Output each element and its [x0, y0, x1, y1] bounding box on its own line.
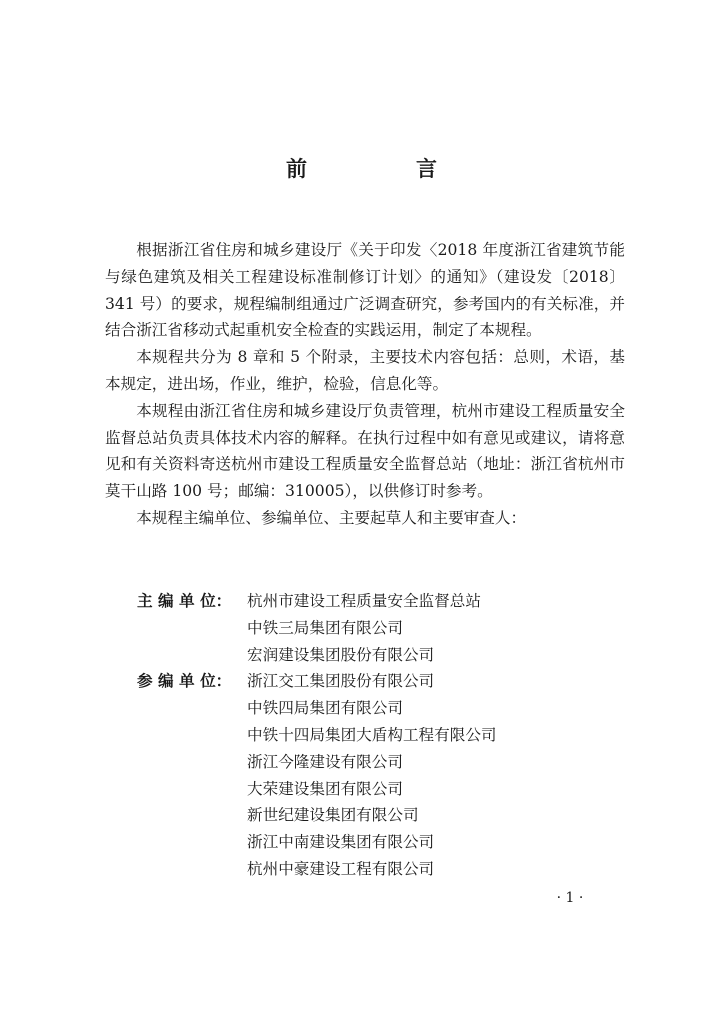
unit-row — [137, 829, 617, 856]
unit-row — [137, 749, 617, 776]
units-list — [137, 588, 617, 883]
paragraph-basis: 根据浙江省住房和城乡建设厅《关于印发〈2018 年度浙江省建筑节能与绿色建筑及相关工程建设标准制修订计划〉的通知》（建设发〔2018〕341 号）的要求，规程编制组通过广泛调查研究，参考国内的有关标准，并结合浙江省移动式起重机安全检查的实践运用，制定了本规程。 — [105, 241, 625, 340]
paragraph-management: 本规程由浙江省住房和城乡建设厅负责管理，杭州市建设工程质量安全监督总站负责具体技术内容的解释。在执行过程中如有意见或建议，请将意见和有关资料寄送杭州市建设工程质量安全监督总站（地址：浙江省杭州市莫干山路 100 号；邮编：310005），以供修订时参考。 — [105, 401, 625, 501]
unit-row — [137, 776, 617, 803]
unit-row — [137, 722, 617, 749]
co-editor-unit: 浙江中南建设集团有限公司 — [247, 833, 435, 852]
co-editor-unit: 中铁四局集团有限公司 — [247, 699, 403, 718]
unit-row — [137, 615, 617, 642]
co-editor-unit: 新世纪建设集团有限公司 — [247, 806, 419, 825]
unit-row — [137, 588, 617, 615]
unit-row — [137, 668, 617, 695]
page-number: · 1 · — [556, 890, 584, 906]
unit-row — [137, 856, 617, 883]
chief-editor-unit: 杭州市建设工程质量安全监督总站 — [247, 592, 481, 610]
body-text — [105, 237, 625, 532]
co-editor-unit: 杭州中豪建设工程有限公司 — [247, 859, 435, 878]
chief-editor-unit: 中铁三局集团有限公司 — [247, 618, 403, 637]
co-editor-unit: 中铁十四局集团大盾构工程有限公司 — [247, 725, 497, 744]
co-editor-label: 参 编 单 位： — [137, 671, 232, 691]
unit-row — [137, 695, 617, 722]
chief-editor-label: 主 编 单 位： — [137, 591, 232, 610]
co-editor-unit: 浙江今隆建设有限公司 — [247, 752, 403, 771]
paragraph-units-intro: 本规程主编单位、参编单位、主要起草人和主要审查人： — [136, 508, 527, 527]
chief-editor-unit: 宏润建设集团股份有限公司 — [247, 645, 435, 664]
unit-row — [137, 642, 617, 669]
unit-row — [137, 802, 617, 829]
co-editor-unit: 浙江交工集团股份有限公司 — [247, 672, 435, 691]
co-editor-unit: 大荣建设集团有限公司 — [247, 779, 403, 798]
page-title: 前 言 — [286, 156, 481, 181]
paragraph-contents: 本规程共分为 8 章和 5 个附录，主要技术内容包括：总则，术语，基本规定，进出场，作业，维护，检验，信息化等。 — [105, 348, 625, 393]
